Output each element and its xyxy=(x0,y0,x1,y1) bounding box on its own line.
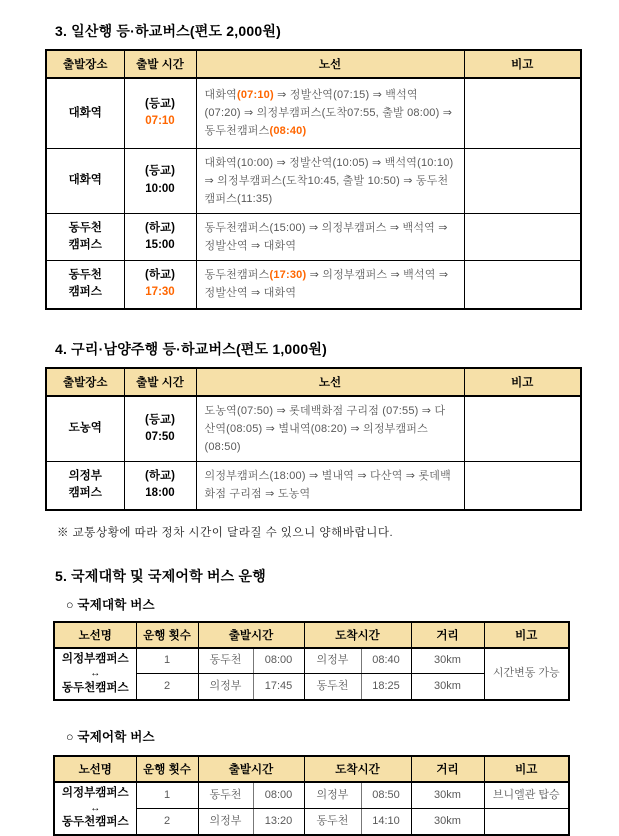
table-row xyxy=(46,78,581,148)
col-header-route: 노선 xyxy=(196,50,464,78)
departure-time-cell xyxy=(124,396,196,462)
col-header-departure-place: 출발장소 xyxy=(46,50,124,78)
time-value: 07:50 xyxy=(145,430,175,443)
col-header-departure-time: 출발시간 xyxy=(198,756,304,782)
departure-time-cell: 08:00 xyxy=(253,648,304,674)
remark-cell xyxy=(464,148,581,213)
col-header-route: 노선 xyxy=(196,368,464,396)
international-college-bus-table xyxy=(53,621,570,702)
table-row xyxy=(46,396,581,462)
col-header-trip-count: 운행 횟수 xyxy=(136,622,198,648)
table-row xyxy=(54,648,569,674)
arrival-time-cell: 18:25 xyxy=(361,674,411,700)
route-segment: 동두천캠퍼스(15:00) ⇒ 의정부캠퍼스 ⇒ 백석역 ⇒ 정발산역 ⇒ 대화역 xyxy=(204,221,448,253)
distance-cell: 30km xyxy=(411,808,484,834)
bidirectional-arrow-icon: ↔ xyxy=(90,668,101,680)
place-line: 의정부 xyxy=(68,470,102,483)
col-header-remark: 비고 xyxy=(464,368,581,396)
departure-time-cell xyxy=(124,78,196,148)
remark-cell xyxy=(464,462,581,510)
route-cell xyxy=(196,213,464,260)
time-value: 17:30 xyxy=(145,286,175,299)
bidirectional-arrow-icon: ↔ xyxy=(90,802,101,814)
departure-place-cell: 동두천 xyxy=(198,648,253,674)
table-row xyxy=(46,148,581,213)
col-header-distance: 거리 xyxy=(411,756,484,782)
arrival-place-cell: 동두천 xyxy=(304,674,361,700)
col-header-departure-time: 출발 시간 xyxy=(124,368,196,396)
departure-time-cell: 13:20 xyxy=(253,808,304,834)
col-header-departure-time: 출발시간 xyxy=(198,622,304,648)
col-header-trip-count: 운행 횟수 xyxy=(136,756,198,782)
place-line: 대화역 xyxy=(68,174,102,187)
trip-count-cell: 2 xyxy=(136,808,198,834)
route-segment: ⇒ 의정부캠퍼스 ⇒ 백석역 ⇒ 정발산역 ⇒ 대화역 xyxy=(204,269,449,300)
distance-cell: 30km xyxy=(411,648,484,674)
departure-place-cell: 동두천 xyxy=(198,782,253,808)
trip-count-cell: 2 xyxy=(136,674,198,700)
table-row xyxy=(46,213,581,260)
route-name-line: 의정부캠퍼스 xyxy=(61,652,129,665)
departure-time-cell xyxy=(124,213,196,260)
distance-cell: 30km xyxy=(411,674,484,700)
route-name-cell xyxy=(54,782,136,835)
header-row xyxy=(54,622,569,648)
time-label: (등교) xyxy=(145,413,175,426)
arrival-time-cell: 14:10 xyxy=(361,808,411,834)
route-segment: 도농역(07:50) ⇒ 롯데백화점 구리점 (07:55) ⇒ 다산역(08:05) ⇒ 별내역(08:20) ⇒ 의정부캠퍼스 (08:50) xyxy=(204,404,446,453)
remark-cell xyxy=(484,808,569,834)
remark-cell xyxy=(464,213,581,260)
route-name-line: 동두천캠퍼스 xyxy=(61,681,129,694)
arrival-place-cell: 의정부 xyxy=(304,782,361,808)
section4-title: 4. 구리·남양주행 등·하교버스(편도 1,000원) xyxy=(55,340,327,357)
time-value: 15:00 xyxy=(145,239,175,252)
header-row xyxy=(46,50,581,78)
section5-title: 5. 국제대학 및 국제어학 버스 운행 xyxy=(55,567,266,584)
table-row xyxy=(46,261,581,309)
place-line: 동두천 xyxy=(68,221,102,234)
time-value: 07:10 xyxy=(145,115,175,128)
time-label: (하교) xyxy=(145,221,175,234)
route-cell xyxy=(196,462,464,510)
place-line: 캠퍼스 xyxy=(68,239,102,252)
subsection-international-college-bus: ○ 국제대학 버스 xyxy=(66,597,155,612)
col-header-departure-time: 출발 시간 xyxy=(124,50,196,78)
time-label: (하교) xyxy=(145,269,175,282)
arrival-time-cell: 08:40 xyxy=(361,648,411,674)
departure-place-cell xyxy=(46,148,124,213)
route-segment: 대화역(10:00) ⇒ 정발산역(10:05) ⇒ 백석역(10:10) ⇒ 의정부캠퍼스(도착10:45, 출발 10:50) ⇒ 동두천캠퍼스(11:35) xyxy=(204,156,454,205)
place-line: 캠퍼스 xyxy=(68,286,102,299)
col-header-route-name: 노선명 xyxy=(54,622,136,648)
table-row xyxy=(46,462,581,510)
place-line: 대화역 xyxy=(68,106,102,119)
remark-cell xyxy=(464,396,581,462)
departure-time-cell: 08:00 xyxy=(253,782,304,808)
header-row xyxy=(46,368,581,396)
col-header-departure-place: 출발장소 xyxy=(46,368,124,396)
remark-cell xyxy=(464,261,581,309)
route-segment: 의정부캠퍼스(18:00) ⇒ 별내역 ⇒ 다산역 ⇒ 롯데백화점 구리점 ⇒ 도농역 xyxy=(204,470,451,501)
departure-place-cell xyxy=(46,78,124,148)
departure-place-cell xyxy=(46,396,124,462)
col-header-route-name: 노선명 xyxy=(54,756,136,782)
col-header-remark: 비고 xyxy=(484,756,569,782)
departure-time-cell: 17:45 xyxy=(253,674,304,700)
place-line: 캠퍼스 xyxy=(68,487,102,500)
col-header-distance: 거리 xyxy=(411,622,484,648)
route-segment-highlight: (07:10) xyxy=(236,89,274,102)
route-segment: 동두천캠퍼스 xyxy=(204,269,270,282)
route-name-line: 의정부캠퍼스 xyxy=(61,787,129,800)
international-language-bus-table xyxy=(53,755,570,836)
route-cell xyxy=(196,396,464,462)
section3-title: 3. 일산행 등·하교버스(편도 2,000원) xyxy=(55,23,281,39)
table-row xyxy=(54,782,569,808)
departure-place-cell xyxy=(46,462,124,510)
trip-count-cell: 1 xyxy=(136,782,198,808)
departure-place-cell xyxy=(46,213,124,260)
departure-time-cell xyxy=(124,462,196,510)
arrival-place-cell: 동두천 xyxy=(304,808,361,834)
departure-time-cell xyxy=(124,261,196,309)
ilsan-bus-table xyxy=(45,49,582,310)
remark-cell xyxy=(464,78,581,148)
departure-time-cell xyxy=(124,148,196,213)
col-header-arrival-time: 도착시간 xyxy=(304,622,411,648)
route-segment-highlight: (17:30) xyxy=(269,269,307,282)
subsection-international-language-bus: ○ 국제어학 버스 xyxy=(66,730,155,745)
remark-cell: 시간변동 가능 xyxy=(484,648,569,701)
guri-namyangju-bus-table xyxy=(45,367,582,511)
route-cell xyxy=(196,148,464,213)
time-value: 18:00 xyxy=(145,487,175,500)
place-line: 도농역 xyxy=(68,422,102,435)
arrival-time-cell: 08:50 xyxy=(361,782,411,808)
route-segment-highlight: (08:40) xyxy=(269,125,307,138)
distance-cell: 30km xyxy=(411,782,484,808)
arrival-place-cell: 의정부 xyxy=(304,648,361,674)
departure-place-cell xyxy=(46,261,124,309)
route-segment: ⇒ 정발산역(07:15) ⇒ 백석역 (07:20) ⇒ 의정부캠퍼스(도착07:55, 출발 08:00) ⇒ 동두천캠퍼스 xyxy=(204,89,453,138)
time-label: (등교) xyxy=(145,98,175,110)
header-row xyxy=(54,756,569,782)
col-header-remark: 비고 xyxy=(484,622,569,648)
trip-count-cell: 1 xyxy=(136,648,198,674)
route-segment: 대화역 xyxy=(204,89,237,102)
time-label: (하교) xyxy=(145,470,175,483)
traffic-note: ※ 교통상황에 따라 정차 시간이 달라질 수 있으니 양해바랍니다. xyxy=(57,526,394,539)
route-name-line: 동두천캠퍼스 xyxy=(61,816,129,829)
route-cell xyxy=(196,261,464,309)
time-value: 10:00 xyxy=(145,182,175,195)
col-header-arrival-time: 도착시간 xyxy=(304,756,411,782)
route-cell xyxy=(196,78,464,148)
remark-cell: 브니엘관 탑승 xyxy=(484,782,569,808)
departure-place-cell: 의정부 xyxy=(198,808,253,834)
place-line: 동두천 xyxy=(68,269,102,282)
time-label: (등교) xyxy=(145,165,175,178)
col-header-remark: 비고 xyxy=(464,50,581,78)
departure-place-cell: 의정부 xyxy=(198,674,253,700)
route-name-cell xyxy=(54,648,136,701)
